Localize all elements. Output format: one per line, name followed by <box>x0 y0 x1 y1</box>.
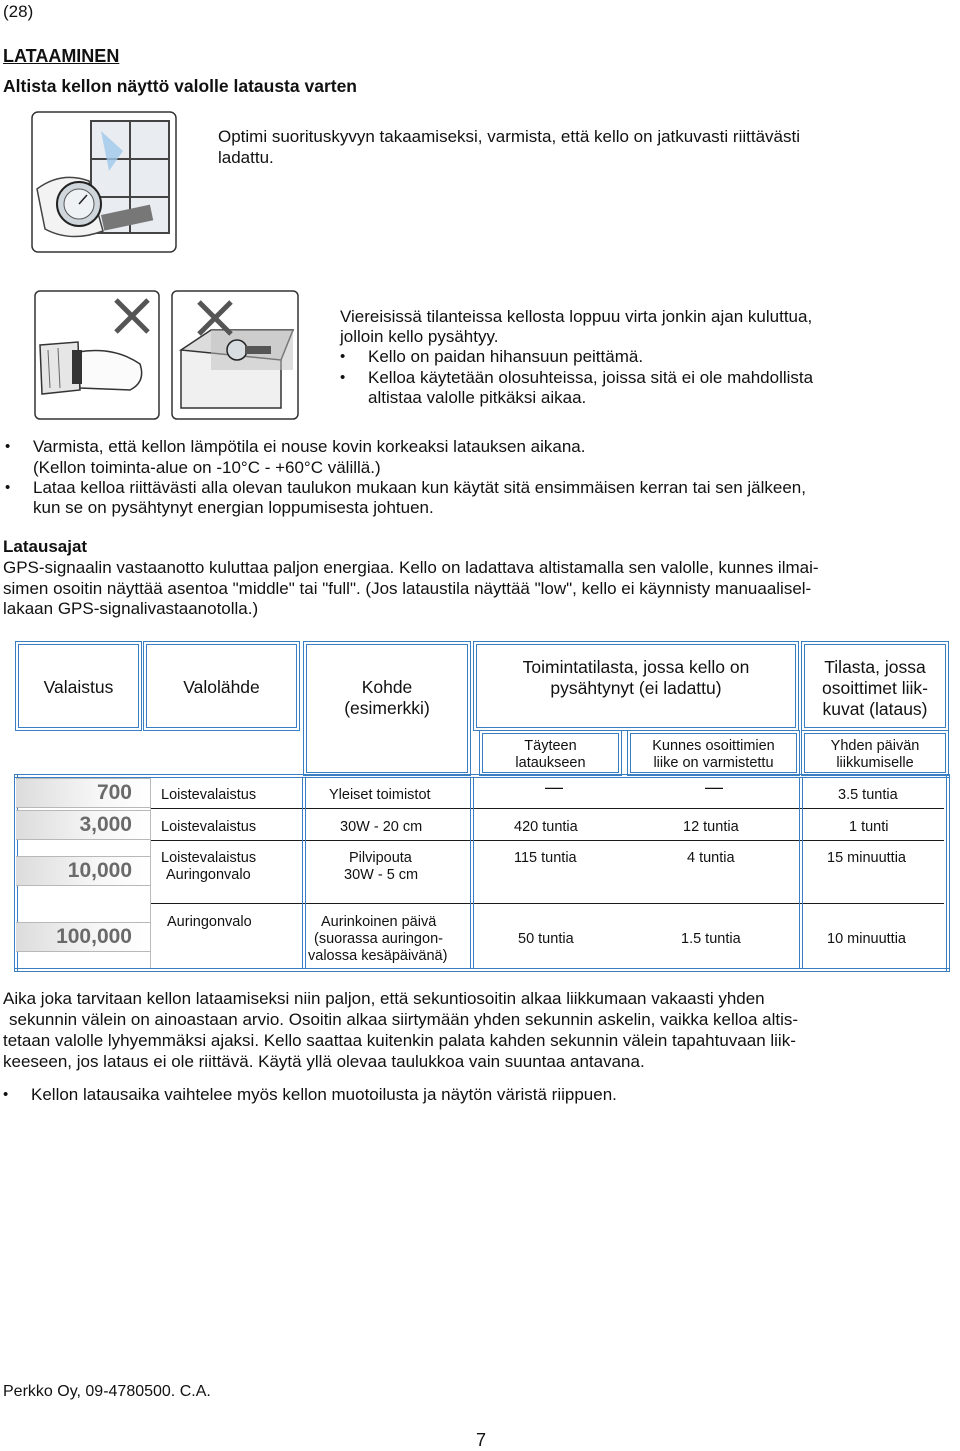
row-one-day: 1 tunti <box>849 819 889 835</box>
row-one-day: 15 minuuttia <box>827 850 906 866</box>
row-target: Yleiset toimistot <box>329 787 431 803</box>
note-temperature-range: (Kellon toiminta-alue on -10°C - +60°C välillä.) <box>33 458 381 477</box>
sleeve-covered-illustration <box>34 290 160 420</box>
header-source: Valolähde <box>143 641 300 731</box>
after-bullet: • Kellon latausaika vaihtelee myös kellon muotoilusta ja näytön väristä riippuen. <box>31 1084 617 1105</box>
row-one-day: 10 minuuttia <box>827 931 906 947</box>
row-full-charge: 50 tuntia <box>518 931 574 947</box>
section-subheading: Altista kellon näyttö valolle latausta varten <box>3 76 357 96</box>
drawer-illustration <box>171 290 299 420</box>
row-until-moving: — <box>705 777 723 797</box>
lux-value: 700 <box>16 778 150 808</box>
row-full-charge: — <box>545 777 563 797</box>
header-from-moving: Tilasta, jossa osoittimet liik- kuvat (lataus) <box>801 641 949 731</box>
after-line-4: keeseen, jos lataus ei ole riittävä. Käytä yllä olevaa taulukkoa vain suuntaa antavana. <box>3 1052 645 1071</box>
header-target: Kohde (esimerkki) <box>303 641 471 776</box>
warning-bullet-2: • Kelloa käytetään olosuhteissa, joissa sitä ei ole mahdollista <box>368 367 813 388</box>
row-source: Loistevalaistus <box>161 787 257 803</box>
charge-times-title: Latausajat <box>3 537 88 556</box>
row-until-moving: 4 tuntia <box>687 850 735 866</box>
row-until-moving: 12 tuntia <box>683 819 739 835</box>
after-line-3: tetaan valolle lyhyemmäksi ajaksi. Kello saattaa kuitenkin palata kahden sekunnin välein tapahtuvaan liik- <box>3 1031 796 1050</box>
col-divider <box>470 778 474 968</box>
col-divider <box>799 778 803 968</box>
intro-line-2: ladattu. <box>218 148 274 167</box>
lux-value: 100,000 <box>16 922 150 952</box>
col-divider <box>302 778 306 968</box>
lux-value: 10,000 <box>16 856 150 886</box>
row-divider <box>150 808 944 809</box>
subheader-one-day: Yhden päivän liikkumiselle <box>801 730 949 776</box>
row-full-charge: 115 tuntia <box>514 850 577 866</box>
table-right-border <box>946 774 950 972</box>
warning-bullet-1: • Kello on paidan hihansuun peittämä. <box>368 346 643 367</box>
col-divider <box>150 778 151 968</box>
row-target: 30W - 20 cm <box>340 819 423 835</box>
charge-times-line-3: lakaan GPS-signalivastaanotolla.) <box>3 599 259 618</box>
note-charge: • Lataa kelloa riittävästi alla olevan taulukon mukaan kun käytät sitä ensimmäisen kerran tai sen jälkeen, <box>33 477 806 498</box>
charge-times-line-2: simen osoitin näyttää asentoa "middle" tai "full". (Jos lataustila näyttää "low", kello ei käynnisty manuaalisel- <box>3 579 812 598</box>
row-one-day: 3.5 tuntia <box>838 787 898 803</box>
row-source: Loistevalaistus <box>161 850 257 866</box>
row-target-2: 30W - 5 cm <box>344 867 419 883</box>
subheader-until-moving: Kunnes osoittimien liike on varmistettu <box>627 730 800 776</box>
after-line-2: sekunnin välein on ainoastaan arvio. Osoitin alkaa siirtymään yhden sekunnin askelin, vaikka kelloa altis- <box>9 1010 799 1029</box>
page-reference: (28) <box>3 2 34 21</box>
subheader-full-charge: Täyteen lataukseen <box>479 730 622 776</box>
charge-times-line-1: GPS-signaalin vastaanotto kuluttaa paljon energiaa. Kello on ladattava altistamalla sen valolle, kunnes ilmai- <box>3 558 819 577</box>
page-number: 7 <box>476 1430 487 1450</box>
row-divider <box>150 840 944 841</box>
lux-value: 3,000 <box>16 810 150 840</box>
row-full-charge: 420 tuntia <box>514 819 578 835</box>
watch-window-illustration <box>31 111 177 253</box>
warning-bullet-2-cont: altistaa valolle pitkäksi aikaa. <box>368 388 587 407</box>
warning-line-1: Viereisissä tilanteissa kellosta loppuu virta jonkin ajan kuluttua, <box>340 307 813 326</box>
footer-company: Perkko Oy, 09-4780500. C.A. <box>3 1383 211 1400</box>
table-body-frame <box>14 774 950 972</box>
row-source: Loistevalaistus <box>161 819 257 835</box>
after-line-1: Aika joka tarvitaan kellon lataamiseksi niin paljon, että sekuntiosoitin alkaa liikkumaan vakaasti yhden <box>3 989 765 1008</box>
row-target-2: (suorassa auringon- <box>314 931 443 947</box>
row-divider <box>150 903 944 904</box>
section-heading: LATAAMINEN <box>3 46 120 66</box>
intro-line-1: Optimi suorituskyvyn takaamiseksi, varmista, että kello on jatkuvasti riittävästi <box>218 127 800 146</box>
note-temperature: • Varmista, että kellon lämpötila ei nouse kovin korkeaksi latauksen aikana. <box>33 436 585 457</box>
header-illumination: Valaistus <box>15 641 142 731</box>
header-from-stopped: Toimintatilasta, jossa kello on pysähtynyt (ei ladattu) <box>473 641 799 731</box>
warning-line-2: jolloin kello pysähtyy. <box>340 327 499 346</box>
row-target-3: valossa kesäpäivänä) <box>308 948 448 964</box>
row-source: Auringonvalo <box>167 914 252 930</box>
row-target: Aurinkoinen päivä <box>321 914 437 930</box>
row-until-moving: 1.5 tuntia <box>681 931 741 947</box>
row-source-2: Auringonvalo <box>166 867 251 883</box>
row-target: Pilvipouta <box>349 850 412 866</box>
note-charge-cont: kun se on pysähtynyt energian loppumisesta johtuen. <box>33 498 434 517</box>
